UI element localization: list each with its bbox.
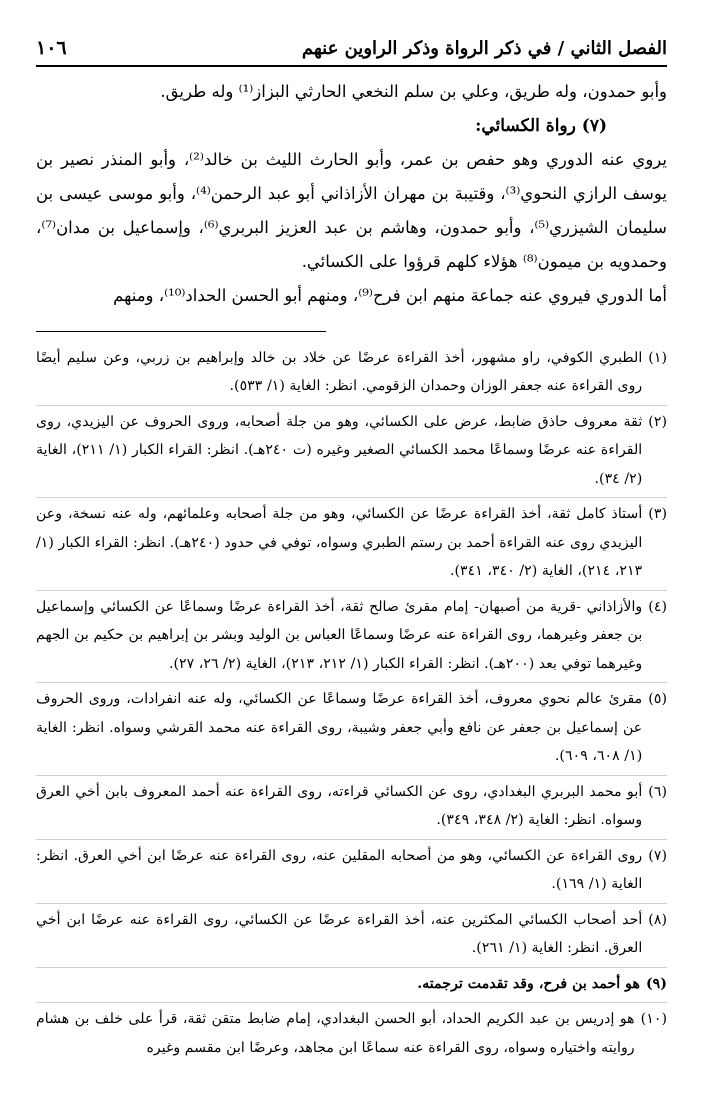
footnote-number: (٨): [648, 911, 667, 928]
footnote-text: هو إدريس بن عبد الكريم الحداد، أبو الحسن البغدادي، إمام ضابط متقن ثقة، قرأ على خلف بن هشام روايته واختياره وسواه، روى القراءة عنه سماعًا ابن مجاهد، وعرضًا ابن مقسم وغيره: [36, 1011, 635, 1056]
footnote-number: (٥): [648, 691, 667, 708]
footnote-2: [36, 406, 667, 499]
footnote-number: (٤): [648, 598, 667, 615]
footnote-number: (٣): [648, 506, 667, 523]
footnote-text: روى القراءة عن الكسائي، وهو من أصحابه المقلين عنه، روى القراءة عنه عرضًا ابن أخي العرق. انظر: الغاية (١/ ١٦٩).: [36, 847, 643, 893]
footnote-6: [36, 776, 667, 840]
footnote-3: [36, 498, 667, 591]
footnote-text: مقرئ عالم نحوي معروف، أخذ القراءة عرضًا وسماعًا عن الكسائي، وله عنه انفرادات، وروى الحروف عن إسماعيل بن جعفر عن نافع وأبي جعفر وشيبة، روى القراءة عنه محمد القرشي وسواه. انظر: الغاية (١/ ٦٠٨، ٦٠٩).: [36, 691, 643, 765]
footnote-10: [36, 1003, 667, 1066]
footnote-text: أستاذ كامل ثقة، أخذ القراءة عرضًا عن الكسائي، وهو من جلة أصحابه وعلمائهم، وله عنه نسخة، وعن اليزيدي روى عنه القراءة أحمد بن رستم الطبري وسواه، توفي في حدود (٢٤٠هـ). انظر: القراء الكبار (١/ ٢١٣، ٢١٤)، الغاية (٢/ ٣٤٠، ٣٤١).: [36, 506, 643, 580]
footnote-1: [36, 342, 667, 406]
running-title: الفصل الثاني / في ذكر الرواة وذكر الراوين عنهم: [301, 38, 667, 59]
footnote-text: والأزاذاني -قرية من أصبهان- إمام مقرئ صالح ثقة، أخذ القراءة عرضًا وسماعًا عن الكسائي وإسماعيل بن جعفر وغيرهما، روى القراءة عنه عرضًا وسماعًا العباس بن الوليد وبشر بن إبراهيم بن حكيم بن الجهم وغيرهما توفي بعد (٢٠٠هـ). انظر: القراء الكبار (١/ ٢١٢، ٢١٣)، الغاية (٢/ ٢٦، ٢٧).: [36, 598, 643, 672]
footnote-number: (٢): [648, 413, 667, 430]
footnote-9: [36, 968, 667, 1004]
paragraph-2: أما الدوري فيروي عنه جماعة منهم ابن فرح⁽⁹⁾، ومنهم أبو الحسن الحداد⁽¹⁰⁾، ومنهم: [113, 285, 667, 305]
footnote-8: [36, 904, 667, 968]
line-top: وأبو حمدون، وله طريق، وعلي بن سلم النخعي الحارثي البزاز⁽¹⁾ وله طريق.: [160, 81, 667, 101]
footnote-number: (١٠): [640, 1011, 667, 1028]
footnote-number: (١): [648, 349, 667, 366]
footnote-number: (٩): [645, 975, 667, 992]
footnote-separator: [36, 331, 326, 332]
page-header: [36, 36, 667, 67]
footnote-number: (٧): [648, 847, 667, 864]
footnote-text: هو أحمد بن فرح، وقد تقدمت ترجمته.: [417, 975, 640, 992]
footnotes: [36, 342, 667, 1067]
paragraph-1: يروي عنه الدوري وهو حفص بن عمر، وأبو الحارث الليث بن خالد⁽²⁾، وأبو المنذر نصير بن يوسف الرازي النحوي⁽³⁾، وقتيبة بن مهران الأزاذاني أبو عبد الرحمن⁽⁴⁾، وأبو موسى عيسى بن سليمان الشيزري⁽⁵⁾، وأبو حمدون، وهاشم بن عبد العزيز البربري⁽⁶⁾، وإسماعيل بن مدان⁽⁷⁾، وحمدويه بن ميمون⁽⁸⁾ هؤلاء كلهم قرؤوا على الكسائي.: [36, 149, 668, 271]
footnote-text: أبو محمد البربري البغدادي، روى عن الكسائي قراءته، روى القراءة عنه أحمد المعروف بابن أخي العرق وسواه. انظر: الغاية (٢/ ٣٤٨، ٣٤٩).: [36, 783, 643, 829]
footnote-4: [36, 591, 667, 684]
page-number: ١٠٦: [36, 37, 67, 59]
main-text: [36, 75, 667, 313]
footnote-text: ثقة معروف حاذق ضابط، عرض على الكسائي، وهو من جلة أصحابه، وروى الحروف عن اليزيدي، روى القراءة عنه عرضًا وسماعًا محمد الكسائي الصغير وغيره (ت ٢٤٠هـ). انظر: القراء الكبار (١/ ٢١١)، الغاية (٢/ ٣٤).: [36, 413, 643, 487]
footnote-5: [36, 683, 667, 776]
footnote-7: [36, 840, 667, 904]
footnote-text: أحد أصحاب الكسائي المكثرين عنه، أخذ القراءة عرضًا عن الكسائي، روى القراءة عنه عرضًا ابن أخي العرق. انظر: الغاية (١/ ٢٦١).: [36, 911, 643, 957]
footnote-number: (٦): [648, 783, 667, 800]
section-title: (٧) رواة الكسائي:: [475, 115, 607, 136]
footnote-text: الطبري الكوفي، راو مشهور، أخذ القراءة عرضًا عن خلاد بن خالد وإبراهيم بن زربي، وعن سليم أيضًا روى القراءة عنه جعفر الوزان وحمدان الزقومي. انظر: الغاية (١/ ٥٣٣).: [36, 349, 643, 395]
